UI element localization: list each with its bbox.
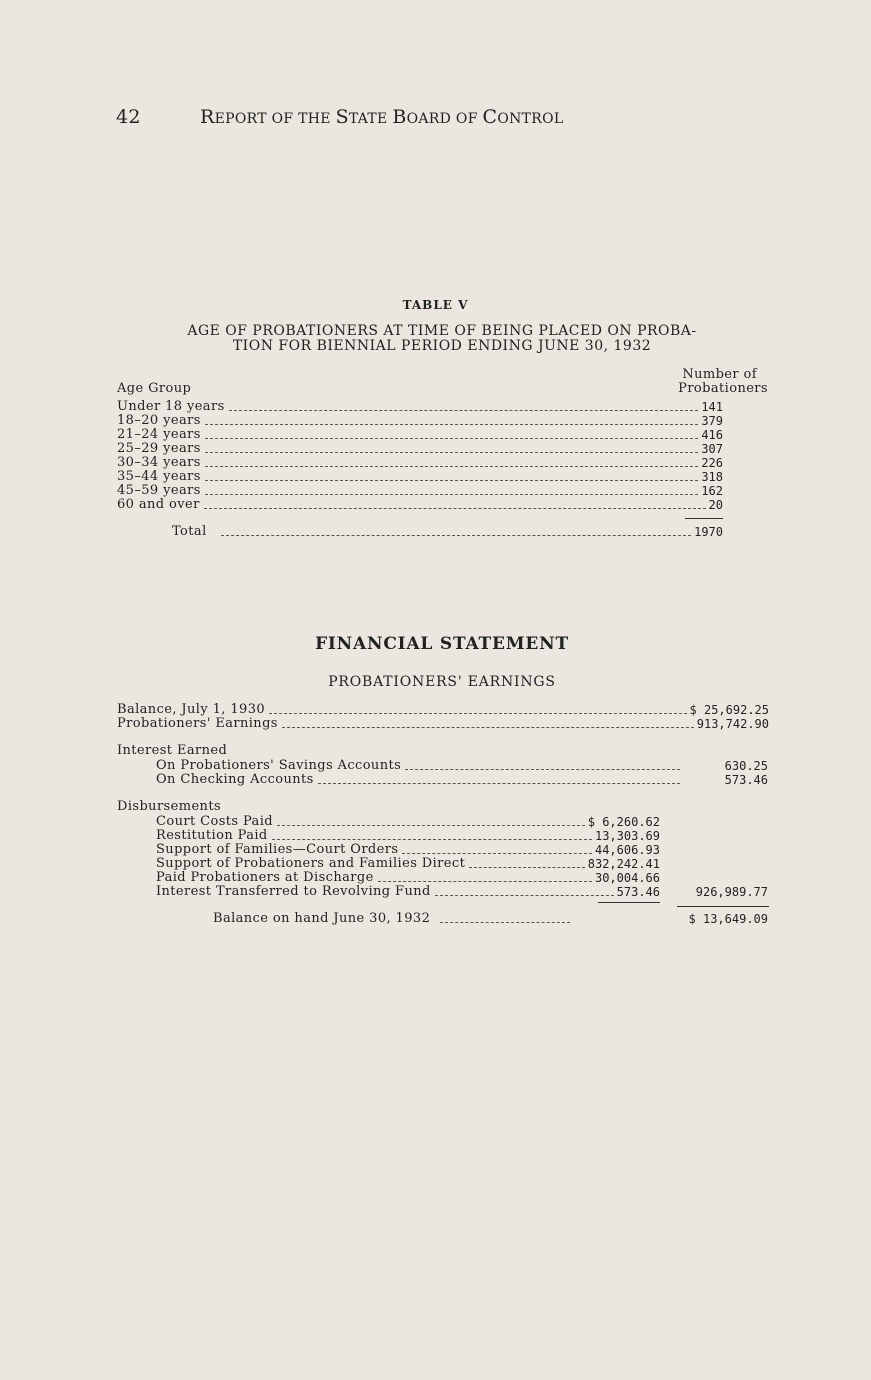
column-header-number-of: Number of — [682, 367, 757, 382]
final-balance-value: $ 13,649.09 — [688, 912, 768, 926]
age-row — [117, 456, 723, 470]
column-header-age-group: Age Group — [117, 381, 192, 396]
disbursement-row — [156, 885, 660, 899]
running-head-rest: ONTROL — [497, 111, 564, 127]
interest-savings-value: 630.25 — [724, 759, 768, 773]
age-row — [117, 442, 723, 456]
leader-dots — [205, 480, 699, 481]
disbursement-row — [156, 843, 660, 857]
interest-checking-label: On Checking Accounts — [156, 772, 314, 787]
running-head-cap: S — [335, 106, 349, 128]
leader-dots — [205, 438, 699, 439]
disbursement-row — [156, 857, 660, 871]
age-row-label: 25–29 years — [117, 441, 201, 456]
disbursements-total: 926,989.77 — [695, 885, 768, 899]
disbursement-label: Support of Families—Court Orders — [156, 842, 399, 857]
leader-dots — [440, 922, 570, 923]
disbursement-value: 832,242.41 — [587, 857, 660, 871]
earnings-value: 913,742.90 — [696, 717, 769, 731]
disbursement-label: Paid Probationers at Discharge — [156, 870, 374, 885]
table-title: TABLE V — [402, 298, 469, 312]
disbursement-value: 30,004.66 — [594, 871, 660, 885]
final-balance-row — [213, 912, 570, 926]
running-head-cap: B — [392, 106, 407, 128]
disbursement-label: Restitution Paid — [156, 828, 268, 843]
column-header-probationers: Probationers — [678, 381, 768, 396]
age-row-label: 18–20 years — [117, 413, 201, 428]
disbursement-value: $ 6,260.62 — [587, 815, 660, 829]
running-head-rest: OARD OF — [406, 111, 483, 127]
running-head-rest: EPORT OF THE — [214, 111, 336, 127]
total-value: 1970 — [694, 525, 723, 539]
age-row-value: 416 — [701, 428, 723, 442]
balance-row — [117, 703, 769, 717]
age-row — [117, 414, 723, 428]
age-row-value: 318 — [701, 470, 723, 484]
age-row-label: 30–34 years — [117, 455, 201, 470]
financial-statement-title: FINANCIAL STATEMENT — [315, 634, 569, 654]
disbursement-label: Interest Transferred to Revolving Fund — [156, 884, 431, 899]
financial-statement-subtitle: PROBATIONERS' EARNINGS — [328, 674, 556, 690]
final-balance-label: Balance on hand June 30, 1932 — [213, 911, 431, 926]
disbursement-value: 13,303.69 — [594, 829, 660, 843]
balance-label: Balance, July 1, 1930 — [117, 702, 266, 717]
disbursement-row — [156, 871, 660, 885]
age-row — [117, 498, 723, 512]
table-subtitle-line-1: AGE OF PROBATIONERS AT TIME OF BEING PLACED ON PROBA- — [187, 323, 697, 339]
age-row-label: 35–44 years — [117, 469, 201, 484]
age-row-value: 379 — [701, 414, 723, 428]
balance-value: $ 25,692.25 — [689, 703, 769, 717]
leader-dots — [272, 839, 592, 840]
interest-heading: Interest Earned — [117, 743, 228, 758]
disbursement-label: Support of Probationers and Families Direct — [156, 856, 466, 871]
interest-savings-row — [156, 759, 680, 773]
running-head-cap: R — [200, 106, 215, 128]
leader-dots — [204, 508, 706, 509]
disbursement-value: 573.46 — [616, 885, 660, 899]
leader-dots — [205, 452, 699, 453]
interest-checking-row — [156, 773, 680, 787]
running-head-rest: TATE — [348, 111, 393, 127]
running-head-cap: C — [482, 106, 498, 128]
balance-rule — [677, 906, 769, 907]
disbursement-value: 44,606.93 — [594, 843, 660, 857]
age-row — [117, 484, 723, 498]
earnings-label: Probationers' Earnings — [117, 716, 278, 731]
age-row-label: 60 and over — [117, 497, 200, 512]
leader-dots — [402, 853, 592, 854]
running-head — [200, 106, 564, 128]
disbursement-label: Court Costs Paid — [156, 814, 273, 829]
age-row-label: 21–24 years — [117, 427, 201, 442]
interest-savings-label: On Probationers' Savings Accounts — [156, 758, 402, 773]
interest-checking-value: 573.46 — [724, 773, 768, 787]
age-row-value: 141 — [701, 400, 723, 414]
leader-dots — [229, 410, 699, 411]
leader-dots — [318, 783, 680, 784]
age-row — [117, 470, 723, 484]
leader-dots — [277, 825, 585, 826]
disbursements-heading: Disbursements — [117, 799, 222, 814]
leader-dots — [205, 466, 699, 467]
age-row-value: 226 — [701, 456, 723, 470]
age-row — [117, 428, 723, 442]
table-subtitle-line-2: TION FOR BIENNIAL PERIOD ENDING JUNE 30, 1932 — [232, 338, 652, 354]
leader-dots — [205, 424, 699, 425]
total-row — [172, 525, 723, 539]
age-row-value: 20 — [708, 498, 723, 512]
leader-dots — [378, 881, 592, 882]
disbursement-row — [156, 829, 660, 843]
total-rule — [685, 518, 723, 519]
age-row-label: Under 18 years — [117, 399, 225, 414]
age-row-value: 162 — [701, 484, 723, 498]
leader-dots — [221, 535, 691, 536]
earnings-row — [117, 717, 769, 731]
leader-dots — [205, 494, 699, 495]
disbursement-row — [156, 815, 660, 829]
age-row-value: 307 — [701, 442, 723, 456]
disbursements-rule — [598, 902, 660, 903]
leader-dots — [405, 769, 680, 770]
leader-dots — [469, 867, 585, 868]
leader-dots — [269, 713, 686, 714]
page-number: 42 — [116, 106, 141, 128]
age-row-label: 45–59 years — [117, 483, 201, 498]
leader-dots — [435, 895, 614, 896]
leader-dots — [282, 727, 694, 728]
total-label: Total — [172, 524, 207, 539]
age-row — [117, 400, 723, 414]
